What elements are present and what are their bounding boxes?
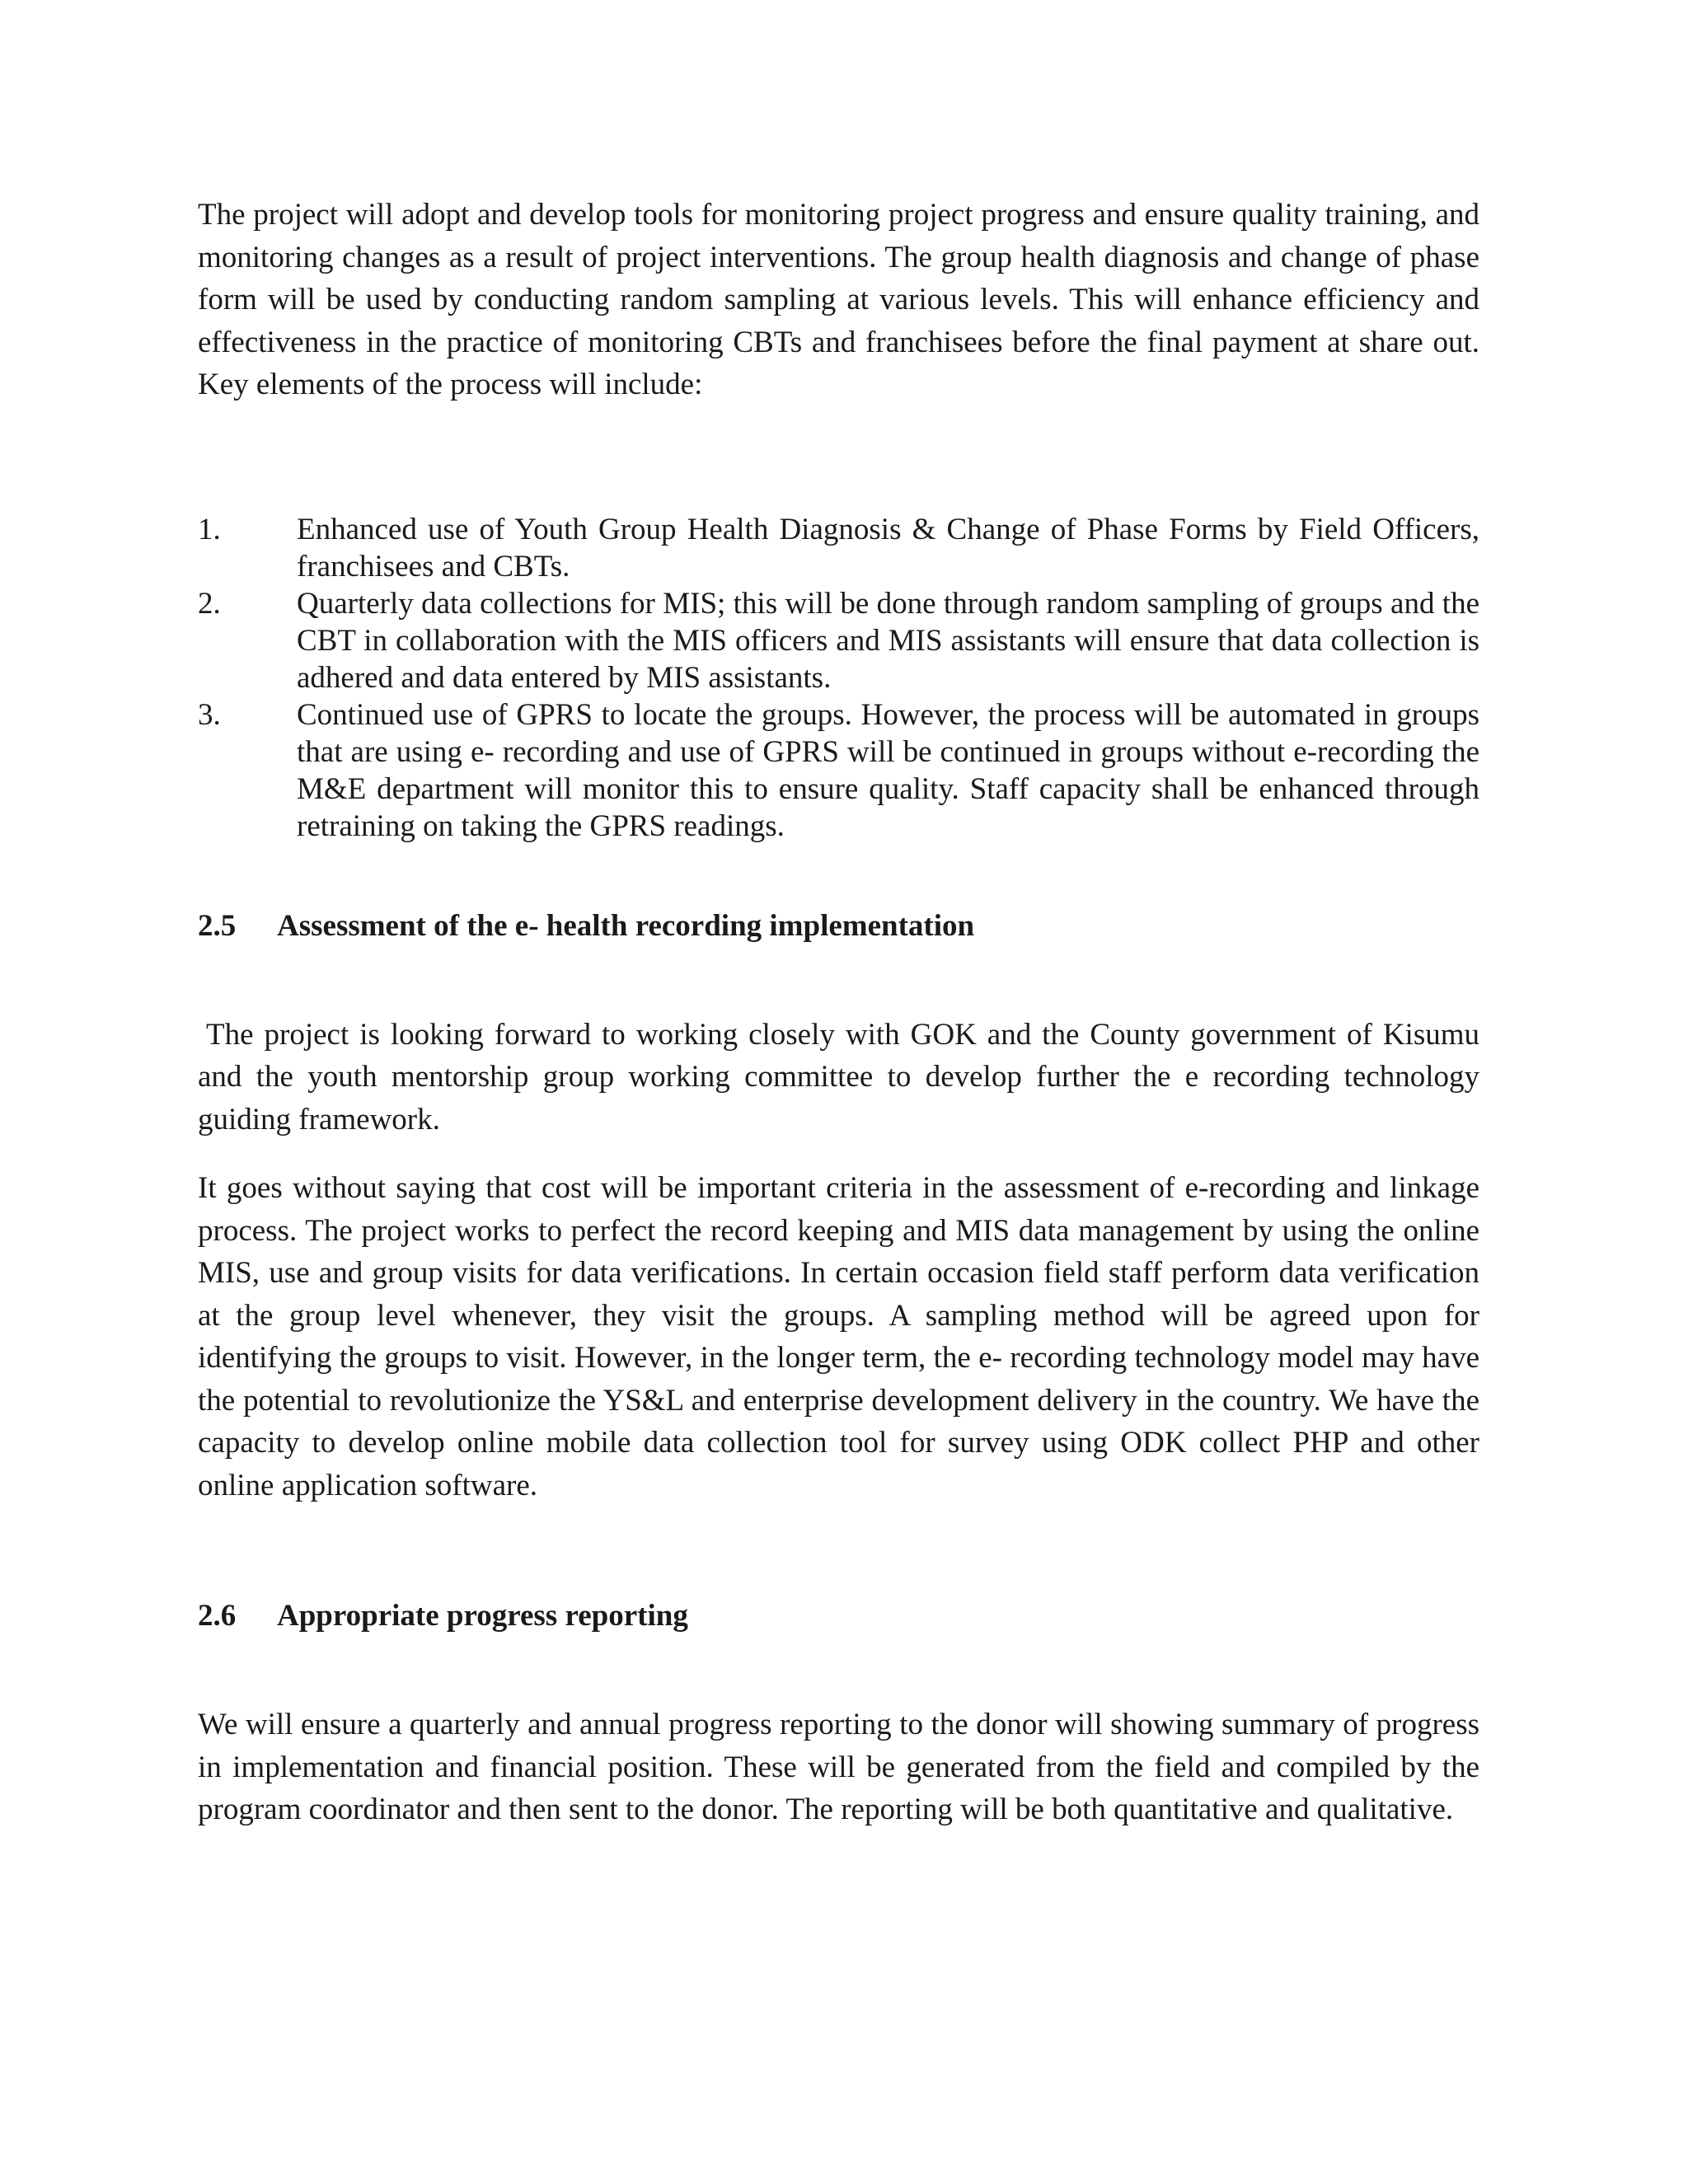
list-item-number: 2. bbox=[198, 586, 221, 621]
section-title: Appropriate progress reporting bbox=[277, 1599, 688, 1633]
section-2-5-paragraph-1: The project is looking forward to working closely with GOK and the County government of Kisumu and the youth mentorship group working committee to develop further the e recording technology guiding framework. bbox=[198, 1017, 1479, 1137]
list-item bbox=[198, 511, 1479, 585]
section-2-5-heading bbox=[198, 907, 1479, 944]
section-2-6-heading bbox=[198, 1597, 1479, 1634]
list-item-number: 1. bbox=[198, 512, 221, 546]
list-item-text: Continued use of GPRS to locate the groups. However, the process will be automated in groups that are using e- recording and use of GPRS will be continued in groups without e-recording the M&E department will monitor this to ensure quality. Staff capacity shall be enhanced through retraining on taking the GPRS readings. bbox=[297, 697, 1479, 843]
list-item bbox=[198, 696, 1479, 845]
section-number: 2.5 bbox=[198, 908, 237, 943]
list-item-text: Enhanced use of Youth Group Health Diagnosis & Change of Phase Forms by Field Officers, franchisees and CBTs. bbox=[297, 512, 1479, 583]
section-2-5-paragraph-2: It goes without saying that cost will be important criteria in the assessment of e-recording and linkage process. The project works to perfect the record keeping and MIS data management by using the online MIS, use and group visits for data verifications. In certain occasion field staff perform data verification at the group level whenever, they visit the groups. A sampling method will be agreed upon for identifying the groups to visit. However, in the longer term, the e- recording technology model may have the potential to revolutionize the YS&L and enterprise development delivery in the country. We have the capacity to develop online mobile data collection tool for survey using ODK collect PHP and other online application software. bbox=[198, 1171, 1479, 1502]
section-title: Assessment of the e- health recording implementation bbox=[277, 908, 975, 943]
list-item bbox=[198, 585, 1479, 696]
document-page bbox=[198, 194, 1479, 1831]
list-item-number: 3. bbox=[198, 697, 221, 732]
key-elements-list bbox=[198, 511, 1479, 845]
list-item-text: Quarterly data collections for MIS; this will be done through random sampling of groups and the CBT in collaboration with the MIS officers and MIS assistants will ensure that data collection is adhered and data entered by MIS assistants. bbox=[297, 586, 1479, 695]
section-2-6-paragraph-1: We will ensure a quarterly and annual progress reporting to the donor will showing summary of progress in implementation and financial position. These will be generated from the field and compiled by the program coordinator and then sent to the donor. The reporting will be both quantitative and qualitative. bbox=[198, 1708, 1479, 1826]
intro-paragraph: The project will adopt and develop tools for monitoring project progress and ensure quality training, and monitoring changes as a result of project interventions. The group health diagnosis and change of phase form will be used by conducting random sampling at various levels. This will enhance efficiency and effectiveness in the practice of monitoring CBTs and franchisees before the final payment at share out. Key elements of the process will include: bbox=[198, 198, 1479, 401]
section-number: 2.6 bbox=[198, 1599, 237, 1633]
